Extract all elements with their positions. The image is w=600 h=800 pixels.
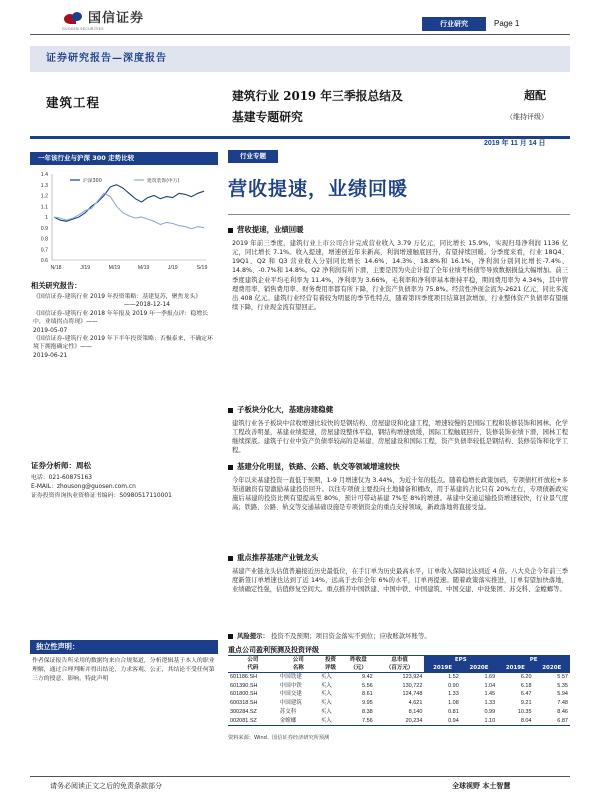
bullet-icon	[228, 408, 233, 413]
table-cell: 1.33	[484, 700, 496, 707]
footer-divider	[30, 776, 570, 777]
table-cell: 买入	[320, 700, 332, 707]
risk-warning	[228, 632, 568, 641]
table-cell: 1.45	[484, 691, 496, 698]
column-group-header: PE	[497, 656, 570, 665]
y-tick-label: 0.8	[40, 236, 48, 243]
section-text: 基建产业链龙头估值普遍接近历史最低位，在手订单为历史最高水平，订单收入保障比达到近 4 倍。八大央企今年前三季度新签订单增速也达到了近 14%，远高于去年全年 6%的水平，订单再提速。随着政策落实推进，订单有望加快落地，业绩确定性强，估值修复空间大。重点推荐中国铁建、中国中铁、中国建筑、中国交建、中设集团、苏交科、金螳螂等。	[232, 567, 568, 594]
y-tick-label: 1.3	[40, 182, 48, 189]
column-header: 投资	[319, 656, 343, 665]
report-date: 2019 年 11 月 14 日	[484, 140, 546, 147]
table-cell: 1.52	[448, 674, 459, 680]
table-cell: 124,748	[402, 691, 423, 698]
topic-tag: 行业专题	[228, 150, 278, 163]
section	[228, 462, 568, 513]
column-header: 2020E	[461, 664, 497, 673]
table-cell: 5.57	[557, 674, 568, 680]
banner-text: 证券研究报告—深度报告	[46, 53, 167, 64]
risk-heading: 风险提示：	[237, 632, 269, 640]
y-tick-label: 0.9	[40, 225, 48, 232]
column-group-header: EPS	[424, 656, 497, 665]
column-header: 2019E	[497, 664, 533, 673]
section	[228, 405, 568, 456]
series-line	[54, 193, 204, 229]
table-cell: 0.94	[424, 717, 460, 726]
footer-slogan: 全球视野 本土智慧	[452, 781, 511, 790]
table-cell: 0.81	[448, 708, 459, 715]
section	[228, 553, 568, 594]
disclaimer-text: 作者保证报告所采用的数据均来自合规渠道，分析逻辑基于本人的职业理解，通过合理判断并得出结论，力求客观、公正，其结论不受任何第三方的授意、影响，特此声明	[32, 658, 215, 683]
y-tick-label: 1.2	[40, 193, 48, 200]
logo-subtext: GUOSEN SECURITIES	[62, 27, 104, 31]
table-cell: 130,722	[402, 682, 423, 689]
x-tick-label: S/19	[196, 265, 208, 271]
table-cell: 5.35	[557, 682, 568, 689]
table-cell: 6.20	[520, 674, 532, 680]
table-row	[228, 708, 570, 717]
table-cell: 中国建筑	[279, 700, 302, 707]
related-reports-heading: 相关研究报告：	[31, 281, 82, 290]
table-cell: 0.99	[484, 708, 496, 715]
related-report-line: 《国信证券-建筑行业 2019 年投资策略：基建复苏，聚焦龙头》	[33, 294, 202, 300]
headline-divider	[228, 214, 570, 215]
section-heading: 基建分化明显，铁路、公路、轨交等领域增速较快	[237, 462, 400, 471]
column-header: 2019E	[424, 664, 460, 673]
table-cell: 6.87	[534, 717, 570, 726]
table-cell: 4,621	[408, 700, 423, 707]
table-cell: 买入	[319, 717, 343, 726]
table-cell: 9.21	[520, 700, 532, 707]
table-row	[228, 699, 570, 708]
bullet-icon	[228, 228, 233, 233]
legend-label: 沪深300	[83, 179, 102, 184]
table-cell: 6.18	[520, 682, 532, 689]
y-tick-label: 0.6	[40, 258, 48, 264]
y-tick-label: 1.1	[40, 204, 48, 211]
report-title-line-2: 基建专题研究	[232, 110, 303, 124]
column-header: 代码	[228, 664, 278, 673]
bullet-icon	[228, 465, 233, 470]
section	[228, 225, 568, 313]
table-cell: 123,924	[402, 674, 423, 680]
x-tick-label: M/19	[137, 265, 150, 271]
y-tick-label: 0.7	[40, 247, 48, 254]
logo-mark-icon	[64, 12, 84, 26]
table-cell: 6.47	[520, 691, 532, 698]
page-number: Page 1	[494, 19, 520, 28]
table-cell: 中国铁建	[279, 674, 302, 680]
section-heading: 营收提速，业绩回暖	[237, 225, 304, 234]
column-header: 名称	[278, 664, 319, 673]
table-cell: 9.95	[362, 700, 373, 707]
report-type-tag: 行业研究	[422, 17, 486, 31]
related-report-line: ——2018-12-14	[123, 302, 170, 309]
column-header: 2020E	[534, 664, 570, 673]
forecast-table	[228, 655, 570, 726]
table-cell: 600318.SH	[230, 700, 258, 707]
table-cell: 8,140	[408, 708, 423, 715]
performance-chart	[30, 168, 218, 278]
table-title: 重点公司盈利预测及投资评级	[228, 646, 319, 654]
column-header: 公司	[228, 656, 278, 665]
y-tick-label: 1	[45, 215, 48, 221]
section-heading: 重点推荐基建产业链龙头	[237, 553, 319, 562]
table-row	[228, 717, 570, 726]
table-cell: 金螳螂	[278, 717, 319, 726]
table-cell: 中国中铁	[279, 682, 302, 689]
table-cell: 1.08	[448, 700, 459, 707]
risk-text: 投资不及预期；项目资金落实不到位；应收账款坏账等。	[270, 632, 431, 640]
headline: 营收提速，业绩回暖	[228, 178, 409, 200]
table-cell: 7.56	[342, 717, 374, 726]
column-header: （百万元）	[375, 664, 425, 673]
section-text: 今年以来基建投资一直低于预期，1-9 月增速仅为 3.44%，为近十年的低点。随着稳增长政策加码，专项债杠杆放松+多渠道融资有望激励基建投资回升。以往专项债主要投向土地储备和棚改，用于基建的占比只有 20%左右，专项债新政实施后基建的投资比例有望提高至 80%，预计可带动基建 7%至 8%的增速。基建中交通运输投资增速较快，行业景气度高；铁路、公路、轨交等交通基础设施是专项债资金的重点支持领域，新政落地将直接受益。	[232, 476, 568, 512]
table-cell: 买入	[320, 682, 332, 689]
table-cell: 8.46	[557, 708, 568, 715]
column-header: 公司	[278, 656, 319, 665]
industry-name: 建筑工程	[46, 95, 101, 110]
analyst-email: E-MAIL：zhousong@guosen.com.cn	[31, 484, 136, 491]
table-cell: 8.61	[362, 691, 373, 698]
section-text: 2019 年前三季度，建筑行业上市公司合计完成营业收入 3.79 万亿元，同比增长 15.9%，实现归母净利润 1136 亿元，同比增长 7.1%。收入提速，增速创近年来新高，利润增速触底回升，有望持续回暖。分季度来看，行业 18Q4、19Q1、Q2 和 Q3 营业收入分别同比增长 14.6%、14.3%、18.8%和 16.1%，净利润分别同比增长-7.4%、14.8%、-0.7%和 14.8%。Q2 净利润有所下滑，主要是因为央企计提了全年业绩考核债等导致数据损益大幅增加。前三季度建筑企业平均毛利率为 11.4%，净利率为 3.66%，毛利率和净利率基本维持平稳，期间费用率为 4.34%，其中管理费用率、销售费用率、财务费用率都有所下降，行业资产负债率为 75.8%。经营性净现金流为-2621 亿元，同比多流出 408 亿元。建筑行业经营有着较为明显的季节性特点，随着第四季度项目结算回款增加，行业整体资产负债率有望继续下降，行业现金流有望回正。	[232, 239, 568, 312]
table-cell: 1.10	[461, 717, 497, 726]
bullet-icon	[228, 634, 233, 639]
table-cell: 5.56	[362, 682, 373, 689]
table-cell: 苏交科	[279, 708, 297, 715]
legend-label: 建筑装饰(申万)	[147, 179, 180, 184]
x-tick-label: J/19	[80, 265, 91, 271]
x-tick-label: M/19	[108, 265, 121, 271]
related-report-line: 2019-06-21	[33, 352, 68, 359]
analyst-heading: 证券分析师：周松	[31, 461, 91, 470]
footer-disclaimer-link: 请务必阅读正文之后的免责条款部分	[50, 782, 162, 790]
related-report-line: 《国信证券-建筑行业 2019 年下半年投资策略：否极泰来，不确定环境下拥抱确定性》——	[33, 335, 213, 351]
table-cell: 1.04	[484, 682, 496, 689]
logo-text: 国信证券	[88, 11, 145, 26]
table-cell: 7.48	[557, 700, 568, 707]
x-tick-label: N/18	[50, 265, 62, 271]
related-report-line: 《国信证券-建筑行业 2018 年年报及 2019 年一季报点评：稳增长中，业绩拐点将现》——	[33, 310, 209, 326]
table-cell: 0.90	[448, 682, 459, 689]
rating: 超配	[524, 89, 546, 102]
column-header: 总市值	[375, 656, 425, 665]
table-cell: 10.35	[517, 708, 532, 715]
table-cell: 601186.SH	[230, 674, 258, 680]
report-title-line-1: 建筑行业 2019 年三季报总结及	[232, 89, 403, 103]
analyst-license: 证券投资咨询执业资格证书编码：S0980517110001	[31, 493, 172, 500]
table-cell: 601390.SH	[230, 682, 258, 689]
table-cell: 9.42	[362, 674, 373, 680]
table-cell: 中国交建	[279, 691, 302, 698]
table-cell: 20,234	[375, 717, 425, 726]
table-cell: 买入	[320, 708, 332, 715]
rating-note: （维持评级）	[506, 113, 548, 121]
table-cell: 8.04	[497, 717, 533, 726]
header-divider	[30, 34, 570, 35]
column-header: 昨收盘	[342, 656, 374, 665]
table-cell: 1.69	[484, 674, 496, 680]
table-row	[228, 673, 570, 682]
disclaimer-heading: 独立性声明：	[30, 640, 218, 654]
table-row	[228, 690, 570, 699]
y-tick-label: 1.4	[40, 172, 48, 178]
related-report-line: 2019-05-07	[33, 327, 68, 334]
table-cell: 买入	[320, 674, 332, 680]
analyst-phone: 电话：021-60875163	[31, 475, 93, 481]
bullet-icon	[228, 556, 233, 561]
table-cell: 5.94	[557, 691, 568, 698]
chart-title: 一年该行业与沪深 300 走势比较	[30, 152, 218, 165]
table-cell: 8.38	[362, 708, 373, 715]
column-header: （元）	[342, 664, 374, 673]
section-heading: 子板块分化大，基建房建稳健	[237, 405, 334, 414]
table-cell: 买入	[320, 691, 332, 698]
x-tick-label: J/19	[167, 265, 178, 271]
table-cell: 300284.SZ	[230, 708, 257, 715]
table-cell: 002081.SZ	[228, 717, 278, 726]
table-source: 资料来源：Wind、国信证券经济研究所预测	[228, 735, 330, 741]
table-cell: 601800.SH	[230, 691, 258, 698]
column-header: 评级	[319, 664, 343, 673]
report-banner	[30, 46, 570, 72]
related-reports-list	[33, 293, 218, 360]
analyst-info	[31, 474, 221, 501]
table-row	[228, 682, 570, 691]
table-cell: 1.33	[448, 691, 459, 698]
section-text: 建筑行业各子板块中营收增速比较快的是钢结构、房屋建设和化建工程，增速较慢的是国际工程和装修装饰和园林。化学工程改善明显，基建业绩提速，房屋建设整体平稳，钢结构增速放缓，国际工程触底回升，装修装饰业绩下滑，园林工程继续探底。建筑子行业中资产负债率较高的是基建、房屋建设和国际工程，资产负债率较低是钢结构、装修装饰和化学工程。	[232, 419, 568, 455]
